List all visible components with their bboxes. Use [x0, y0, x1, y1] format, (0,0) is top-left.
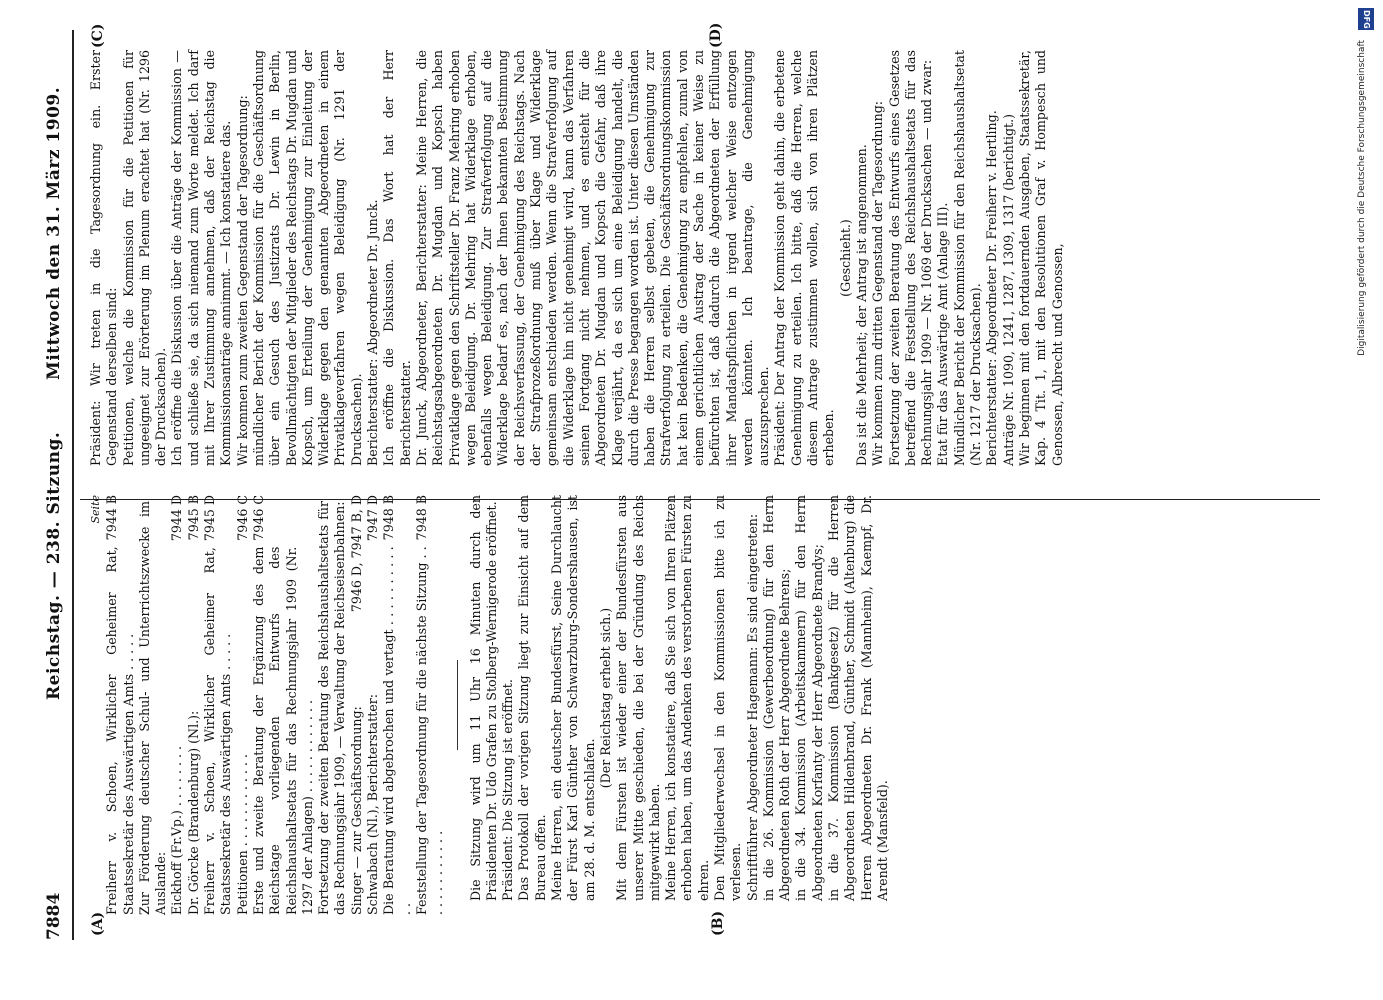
paragraph: Dr. Junck, Abgeordneter, Berichterstatter: Meine Herren, die Reichstagsabgeordneten Dr. Mugdan und Kopsch haben Privatklage gegen den Schriftsteller Dr. Franz Mehring erhoben wegen Beleidigung. Dr. Mehring hat Widerklage erhoben, ebenfalls wegen Beleidigung. Zur Strafverfolgung auf die Widerklage bedarf es, nach der Ihnen bekannten Bestimmung der Reichsverfassung, der Genehmigung des Reichstags. Nach der Strafprozeßordnung muß über Klage und Widerklage gemeinsam entschieden werden. Wenn die Strafverfolgung auf die Widerklage hin nicht genehmigt wird, kann das Verfahren seinen Fortgang nicht nehmen, und es entsteht für die Abgeordneten Dr. Mugdan und Kopsch die Gefahr, daß ihre Klage verjährt, da es sich um eine Beleidigung handelt, die durch die Presse begangen worden ist. Unter diesen Umständen haben die Herren selbst gebeten, die Genehmigung zur Strafverfolgung zu erteilen. Die Geschäftsordnungskommission hat kein Bedenken, die Genehmigung zu empfehlen, zumal von einem gerichtlichen Austrag der Sache in keiner Weise zu befürchten ist, daß dadurch die Abgeordneten der Erfüllung ihrer Mandatspflichten in irgend welcher Weise entzogen werden könnten. Ich beantrage, die Genehmigung auszusprechen. — [413, 50, 772, 466]
paragraph: Präsident: Der Antrag der Kommission geht dahin, die erbetene Genehmigung zu erteilen. Ich bitte, daß die Herren, welche diesem Antrage zustimmen wollen, sich von ihren Plätzen erheben. — [772, 50, 837, 466]
paragraph: (Der Reichstag erhebt sich.) — [597, 607, 613, 789]
paragraph: Wir beginnen mit den fortdauernden Ausgaben, Staatssekretär, Kap. 4 Tit. 1, mit den Resolutionen Graf v. Hompesch und Genossen, Albrecht und Genossen, — [1016, 50, 1065, 466]
toc-entry-page: 7944 D — [169, 495, 185, 542]
toc-entry — [169, 495, 185, 915]
section-divider — [457, 660, 458, 750]
paragraph: Präsident: Wir treten in die Tagesordnung ein. Erster Gegenstand derselben sind: — [88, 50, 120, 466]
toc-entry-text: Fortsetzung der zweiten Beratung des Reichshaushaltsetats für das Rechnungsjahr 1909, — Verwaltung der Reichseisenbahnen: — [316, 501, 348, 915]
toc-entry — [316, 495, 349, 915]
toc-entry-page — [316, 495, 349, 501]
margin-mark-c: (C) — [90, 23, 106, 48]
paragraph: Präsident: Die Sitzung ist eröffnet. — [500, 679, 516, 901]
seite-label: Seite — [89, 495, 102, 524]
table-of-contents — [104, 495, 446, 915]
toc-entry-page: 7946 C — [234, 495, 250, 541]
paragraph: Ich eröffne die Diskussion über die Anträge der Kommission — und schließe sie, da sich niemand zum Worte meldet. Ich darf mit Ihrer Zustimmung annehmen, daß der Reichstag die Kommissionsanträge annimmt. — Ich konstatiere das. — [169, 50, 234, 466]
toc-entry-page: 7948 B — [413, 495, 429, 541]
paragraph: Schriftführer Abgeordneter Hagemann: Es sind eingetreten: — [744, 513, 760, 901]
toc-entry-page: 7947 D — [365, 495, 381, 542]
paragraph: Das Protokoll der vorigen Sitzung liegt zur Einsicht auf dem Bureau offen. — [516, 495, 548, 901]
page-title: Reichstag. — 238. Sitzung. — [44, 431, 64, 700]
toc-entry-text: Freiherr v. Schoen, Wirklicher Geheimer Rat, Staatssekretär des Auswärtigen Amts . . . . . — [104, 546, 136, 915]
margin-mark-a: (A) — [90, 911, 106, 936]
paragraph: Den Mitgliederwechsel in den Kommissionen bitte ich zu verlesen. — [711, 495, 744, 901]
toc-entry-text: Feststellung der Tagesordnung für die nächste Sitzung . . . . . . . . . . . . . — [413, 546, 446, 915]
toc-entry-text: Die Beratung wird abgebrochen und vertagt . . . . . . . . . . . . — [381, 546, 413, 915]
toc-entry-page: 7946 D, 7947 B, D — [348, 495, 364, 613]
paragraph: Berichterstatter: Abgeordneter Dr. Junck. — [365, 199, 381, 466]
toc-entry — [104, 495, 137, 915]
paragraph: Mündlicher Bericht der Kommission für den Reichshaushaltsetat (Nr. 1217 der Drucksachen). — [951, 50, 984, 466]
paragraph: Berichterstatter: Abgeordneter Dr. Freiherr v. Hertling. — [984, 110, 1000, 466]
dfg-logo — [1358, 8, 1374, 30]
paragraph: Wir kommen zum dritten Gegenstand der Tagesordnung: — [870, 100, 886, 466]
paragraph: Die Sitzung wird um 11 Uhr 16 Minuten durch den Präsidenten Dr. Udo Grafen zu Stolberg-Wernigerode eröffnet. — [467, 495, 499, 901]
paragraph: (Geschieht.) — [837, 219, 853, 297]
right-column — [88, 50, 1066, 480]
toc-entry-text: Petitionen . . . . . . . . . . . . — [234, 754, 250, 915]
toc-entry-page: 7946 C — [250, 495, 266, 541]
page-header — [38, 40, 72, 940]
paragraph: mündlicher Bericht der Kommission für die Geschäftsordnung über ein Gesuch des Justizrats Dr. Lewin in Berlin, Bevollmächtigten der Mitglieder des Reichstags Dr. Mugdan und Kopsch, um Erteilung der Genehmigung zur Einleitung der Widerklage gegen den genannten Abgeordneten in einem Privatklageverfahren wegen Beleidigung (Nr. 1291 der Drucksachen). — [250, 50, 364, 466]
toc-entry — [235, 495, 251, 915]
paragraph: in die 34. Kommission (Arbeitskammern) für den Herrn Abgeordneten Korfanty der Herr Abgeordnete Brandys; — [793, 495, 825, 901]
toc-entry-page: 7945 D — [202, 495, 218, 542]
left-column — [88, 495, 891, 915]
toc-entry-text: Freiherr v. Schoen, Wirklicher Geheimer Rat, Staatssekretär des Auswärtigen Amts . . . . . — [202, 547, 234, 915]
toc-entry — [251, 495, 316, 915]
paragraph: Meine Herren, ich konstatiere, daß Sie sich von Ihren Plätzen erhoben haben, um das Andenken des verstorbenen Fürsten zu ehren. — [663, 495, 711, 901]
paragraph: Meine Herren, ein deutscher Bundesfürst, Seine Durchlaucht der Fürst Karl Günther von Schwarzburg-Sondershausen, ist am 28. d. M. entschlafen. — [549, 495, 597, 901]
paragraph: in die 37. Kommission (Bankgesetz) für die Herren Abgeordneten Hildenbrand, Günther, Schmidt (Altenburg) die Herren Abgeordneten Dr. Frank (Mannheim), Kaempf, Dr. Arendt (Mansfeld). — [826, 495, 890, 901]
margin-mark-b: (B) — [710, 910, 726, 936]
paragraph: Mit dem Fürsten ist wieder einer der Bundesfürsten aus unserer Mitte geschieden, die bei der Gründung des Reichs mitgewirkt haben. — [614, 495, 662, 901]
paragraph: Petitionen, welche die Kommission für die Petitionen für ungeeignet zur Erörterung im Plenum erachtet hat (Nr. 1296 der Drucksachen). — [120, 50, 169, 466]
margin-mark-d: (D) — [708, 22, 724, 48]
toc-entry — [186, 495, 202, 915]
right-body-text — [88, 50, 1066, 480]
paragraph: in die 26. Kommission (Gewerbeordnung) für den Herrn Abgeordneten Roth der Herr Abgeordnete Behrens; — [760, 495, 793, 901]
toc-entry-text: Dr. Görcke (Brandenburg) (Nl.): — [185, 710, 201, 915]
toc-entry-page — [137, 495, 170, 501]
toc-entry — [137, 495, 170, 915]
toc-entry — [365, 495, 381, 915]
toc-entry-text: Erste und zweite Beratung der Ergänzung des dem Reichstage vorliegenden Entwurfs des Reichshaushaltsetats für das Rechnungsjahr 1909 (Nr. 1297 der Anlagen) . . . . . . . . . . . . — [250, 546, 315, 915]
page-date: Mittwoch den 31. März 1909. — [44, 86, 64, 380]
toc-entry — [381, 495, 414, 915]
paragraph: Wir kommen zum zweiten Gegenstand der Tagesordnung: — [234, 95, 250, 466]
paragraph: Ich eröffne die Diskussion. Das Wort hat der Herr Berichterstatter. — [381, 50, 413, 466]
digitization-credit: Digitalisierung gefördert durch die Deutsche Forschungsgemeinschaft — [1357, 40, 1367, 356]
toc-entry — [414, 495, 447, 915]
dfg-logo-text: DFG — [1362, 9, 1371, 29]
toc-entry-text: Eickhoff (Fr.Vp.) . . . . . . . . — [169, 746, 185, 915]
header-rule — [72, 30, 74, 940]
toc-entry-text: Schwabach (Nl.), Berichterstatter: — [365, 693, 381, 915]
toc-entry — [349, 495, 365, 915]
page-number: 7884 — [44, 892, 64, 940]
toc-entry-page: 7948 B — [381, 495, 397, 541]
paragraph: Fortsetzung der zweiten Beratung des Entwurfs eines Gesetzes betreffend die Feststellung des Reichshaushaltsetats für das Rechnungsjahr 1909 — Nr. 1069 der Drucksachen — und zwar: — [886, 50, 935, 466]
toc-entry-text: Zur Förderung deutscher Schul- und Unterrichtszwecke im Auslande: — [136, 501, 169, 915]
toc-entry — [202, 495, 235, 915]
left-body-text — [468, 495, 892, 915]
paragraph: Anträge Nr. 1090, 1241, 1287, 1309, 1317 (berichtigt.) — [1000, 113, 1016, 466]
toc-entry-text: Singer — zur Geschäftsordnung: — [348, 706, 364, 915]
paragraph: Etat für das Auswärtige Amt (Anlage III). — [935, 202, 951, 466]
toc-entry-page: 7944 B — [104, 495, 120, 541]
toc-entry-page: 7945 B — [185, 495, 201, 541]
paragraph: Das ist die Mehrheit; der Antrag ist angenommen. — [853, 144, 869, 466]
